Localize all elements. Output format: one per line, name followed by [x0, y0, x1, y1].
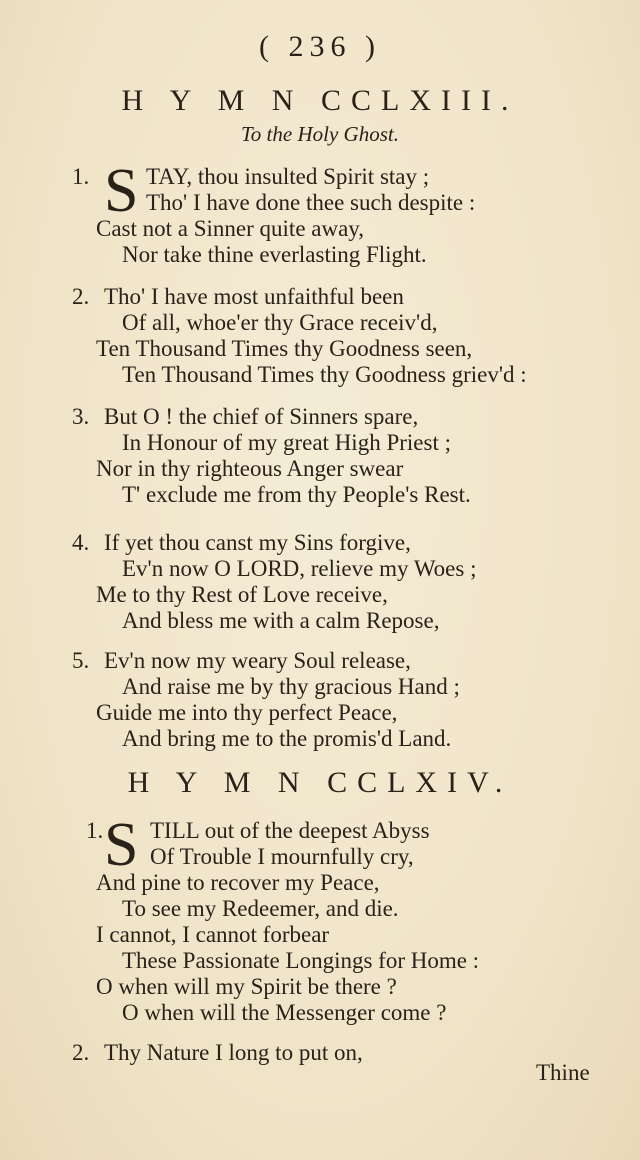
verse-line: And bring me to the promis'd Land.: [122, 726, 452, 751]
verse-line: Ev'n now my weary Soul release,: [104, 648, 411, 673]
drop-cap: S: [104, 157, 139, 225]
verse-line: Of Trouble I mournfully cry,: [150, 844, 414, 869]
verse-line: And pine to recover my Peace,: [96, 870, 380, 895]
verse-line: Nor in thy righteous Anger swear: [96, 456, 404, 481]
verse-line: Tho' I have done thee such despite :: [146, 190, 476, 215]
stanza-number: 1.: [86, 818, 104, 843]
verse-line: O when will my Spirit be there ?: [96, 974, 397, 999]
verse-line: TILL out of the deepest Abyss: [150, 818, 430, 843]
stanza-number: 4.: [72, 530, 90, 555]
stanza-number: 2.: [72, 1040, 90, 1065]
page-number: ( 236 ): [259, 30, 381, 63]
verse-line: And raise me by thy gracious Hand ;: [122, 674, 460, 699]
verse-line: Cast not a Sinner quite away,: [96, 216, 365, 241]
verse-line: Thy Nature I long to put on,: [104, 1040, 363, 1065]
hymn-title: H Y M N CCLXIII.: [121, 84, 519, 117]
verse-line: Me to thy Rest of Love receive,: [96, 582, 388, 607]
verse-line: O when will the Messenger come ?: [122, 1000, 447, 1025]
hymn-subtitle: To the Holy Ghost.: [241, 122, 399, 146]
stanza-number: 1.: [72, 164, 90, 189]
stanza-number: 3.: [72, 404, 90, 429]
verse-line: TAY, thou insulted Spirit stay ;: [146, 164, 430, 189]
verse-line: To see my Redeemer, and die.: [122, 896, 399, 921]
verse-line: In Honour of my great High Priest ;: [122, 430, 451, 455]
verse-line: And bless me with a calm Repose,: [122, 608, 440, 633]
verse-line: I cannot, I cannot forbear: [96, 922, 330, 947]
verse-line: Nor take thine everlasting Flight.: [122, 242, 427, 267]
verse-line: Ten Thousand Times thy Goodness griev'd :: [122, 362, 527, 387]
catchword: Thine: [536, 1060, 590, 1085]
verse-line: But O ! the chief of Sinners spare,: [104, 404, 419, 429]
verse-line: These Passionate Longings for Home :: [122, 948, 480, 973]
stanza-number: 5.: [72, 648, 90, 673]
verse-line: If yet thou canst my Sins forgive,: [104, 530, 411, 555]
stanza-number: 2.: [72, 284, 90, 309]
drop-cap: S: [104, 811, 139, 879]
verse-line: Of all, whoe'er thy Grace receiv'd,: [122, 310, 438, 335]
hymn-title: H Y M N CCLXIV.: [127, 766, 513, 799]
verse-line: Tho' I have most unfaithful been: [104, 284, 404, 309]
verse-line: Ev'n now O LORD, relieve my Woes ;: [122, 556, 477, 581]
verse-line: T' exclude me from thy People's Rest.: [122, 482, 471, 507]
verse-line: Guide me into thy perfect Peace,: [96, 700, 398, 725]
verse-line: Ten Thousand Times thy Goodness seen,: [96, 336, 473, 361]
